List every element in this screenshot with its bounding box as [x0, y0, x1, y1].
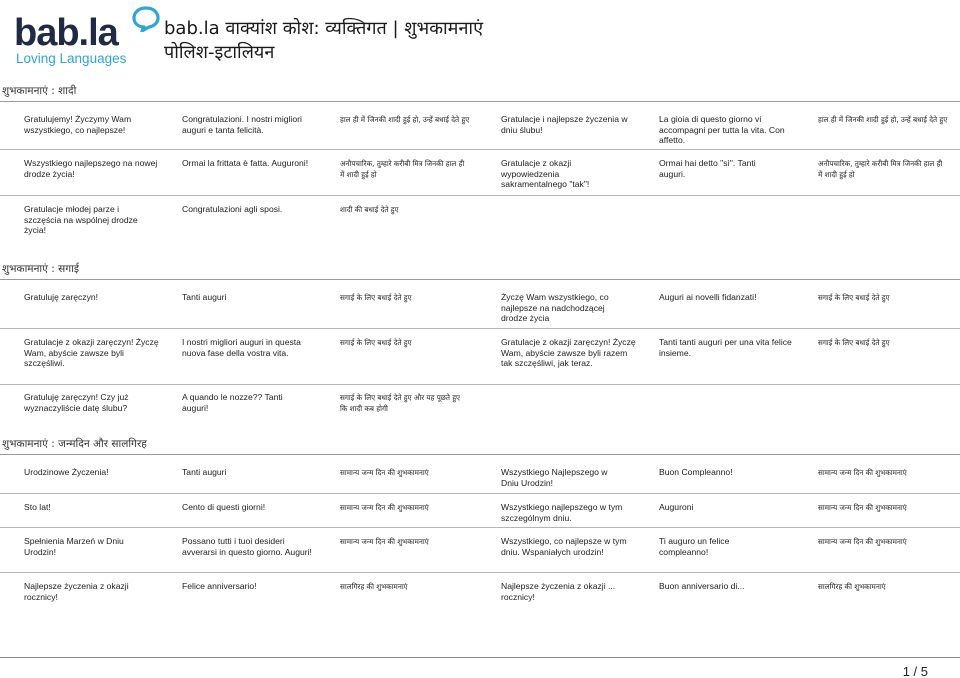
section-divider	[0, 454, 960, 455]
polish-phrase: Gratulacje z okazji zaręczyn! Życzę Wam, abyście zawsze byli razem tak szczęśliwi, jak teraz.	[501, 337, 636, 369]
row-divider	[0, 527, 960, 528]
italian-phrase: Tanti auguri	[182, 467, 227, 477]
usage-note: सामान्य जन्म दिन की शुभकामनाएं	[340, 468, 429, 477]
usage-note: सगाई के लिए बधाई देते हुए	[818, 293, 890, 302]
polish-phrase: Wszystkiego Najlepszego w Dniu Urodzin!	[501, 467, 608, 488]
usage-note: सगाई के लिए बधाई देते हुए	[340, 338, 412, 347]
usage-note: सालगिरह की शुभकामनाएं	[340, 582, 408, 591]
usage-note: सामान्य जन्म दिन की शुभकामनाएं	[818, 537, 907, 546]
usage-note: सगाई के लिए बधाई देते हुए	[340, 293, 412, 302]
section-divider	[0, 279, 960, 280]
italian-phrase: I nostri migliori auguri in questa nuova fase della vostra vita.	[182, 337, 301, 358]
italian-phrase: Congratulazioni agli sposi.	[182, 204, 283, 214]
usage-note: हाल ही में जिनकी शादी हुई हो, उन्हें बधाई देते हुए	[818, 115, 948, 124]
usage-note: अनौपचारिक, तुम्हारे करीबी मित्र जिनकी हाल ही में शादी हुई हो	[818, 159, 943, 179]
polish-phrase: Gratulujemy! Życzymy Wam wszystkiego, co najlepsze!	[24, 114, 132, 135]
italian-phrase: La gioia di questo giorno vi accompagni per tutta la vita. Con affetto.	[659, 114, 785, 146]
logo-tagline: Loving Languages	[16, 51, 127, 66]
italian-phrase: Auguri ai novelli fidanzati!	[659, 292, 757, 302]
polish-phrase: Wszystkiego najlepszego na nowej drodze życia!	[24, 158, 158, 179]
polish-phrase: Najlepsze życzenia z okazji rocznicy!	[24, 581, 129, 602]
polish-phrase: Wszystkiego, co najlepsze w tym dniu. Wspaniałych urodzin!	[501, 536, 627, 557]
usage-note: सगाई के लिए बधाई देते हुए और यह पूछते हुए कि शादी कब होगी	[340, 393, 460, 413]
section-title: शुभकामनाएं : जन्मदिन और सालगिरह	[2, 438, 147, 450]
usage-note: सामान्य जन्म दिन की शुभकामनाएं	[340, 503, 429, 512]
section-header	[0, 84, 960, 102]
polish-phrase: Gratulacje z okazji wypowiedzenia sakramentalnego "tak"!	[501, 158, 590, 190]
polish-phrase: Najlepsze życzenia z okazji ... rocznicy!	[501, 581, 616, 602]
page-title	[164, 17, 483, 65]
row-divider	[0, 572, 960, 573]
polish-phrase: Sto lat!	[24, 502, 51, 512]
row-divider	[0, 195, 960, 196]
polish-phrase: Urodzinowe Życzenia!	[24, 467, 109, 477]
usage-note: सामान्य जन्म दिन की शुभकामनाएं	[818, 468, 907, 477]
italian-phrase: Buon anniversario di...	[659, 581, 745, 591]
polish-phrase: Spełnienia Marzeń w Dniu Urodzin!	[24, 536, 124, 557]
usage-note: सगाई के लिए बधाई देते हुए	[818, 338, 890, 347]
usage-note: शादी की बधाई देते हुए	[340, 205, 399, 214]
page-number: 1 / 5	[902, 664, 928, 678]
section-header	[0, 437, 960, 455]
polish-phrase: Gratulacje i najlepsze życzenia w dniu ślubu!	[501, 114, 628, 135]
italian-phrase: Tanti tanti auguri per una vita felice insieme.	[659, 337, 792, 358]
italian-phrase: Buon Compleanno!	[659, 467, 733, 477]
page-title-line-1: bab.la वाक्यांश कोश: व्यक्तिगत | शुभकामनाएं	[164, 18, 484, 39]
italian-phrase: Auguroni	[659, 502, 694, 512]
section-title: शुभकामनाएं : शादी	[2, 85, 77, 97]
italian-phrase: Cento di questi giorni!	[182, 502, 266, 512]
italian-phrase: Congratulazioni. I nostri migliori auguri e tanta felicità.	[182, 114, 302, 135]
row-divider	[0, 328, 960, 329]
page-title-line-2: पोलिश-इटालियन	[164, 42, 275, 63]
polish-phrase: Gratuluję zaręczyn!	[24, 292, 99, 302]
section-header	[0, 262, 960, 280]
section-title: शुभकामनाएं : सगाई	[2, 263, 80, 275]
italian-phrase: A quando le nozze?? Tanti auguri!	[182, 392, 283, 413]
row-divider	[0, 384, 960, 385]
polish-phrase: Życzę Wam wszystkiego, co najlepsze na nadchodzącej drodze życia	[501, 292, 609, 324]
row-divider	[0, 493, 960, 494]
italian-phrase: Felice anniversario!	[182, 581, 257, 591]
babla-logo[interactable]	[14, 4, 154, 70]
speech-bubble-icon	[132, 6, 160, 32]
usage-note: सालगिरह की शुभकामनाएं	[818, 582, 886, 591]
polish-phrase: Gratuluję zaręczyn! Czy już wyznaczyliście datę ślubu?	[24, 392, 129, 413]
footer-divider	[0, 657, 960, 658]
usage-note: अनौपचारिक, तुम्हारे करीबी मित्र जिनकी हाल ही में शादी हुई हो	[340, 159, 465, 179]
usage-note: सामान्य जन्म दिन की शुभकामनाएं	[818, 503, 907, 512]
usage-note: हाल ही में जिनकी शादी हुई हो, उन्हें बधाई देते हुए	[340, 115, 470, 124]
usage-note: सामान्य जन्म दिन की शुभकामनाएं	[340, 537, 429, 546]
row-divider	[0, 149, 960, 150]
italian-phrase: Ormai hai detto "sì". Tanti auguri.	[659, 158, 756, 179]
polish-phrase: Gratulacje młodej parze i szczęścia na wspólnej drodze życia!	[24, 204, 138, 236]
polish-phrase: Wszystkiego najlepszego w tym szczególnym dniu.	[501, 502, 623, 523]
italian-phrase: Possano tutti i tuoi desideri avverarsi in questo giorno. Auguri!	[182, 536, 312, 557]
italian-phrase: Ti auguro un felice compleanno!	[659, 536, 730, 557]
section-divider	[0, 101, 960, 102]
polish-phrase: Gratulacje z okazji zaręczyn! Życzę Wam, abyście zawsze byli szczęśliwi.	[24, 337, 159, 369]
logo-wordmark: bab.la	[14, 12, 118, 54]
italian-phrase: Ormai la frittata è fatta. Auguroni!	[182, 158, 309, 168]
italian-phrase: Tanti auguri	[182, 292, 227, 302]
